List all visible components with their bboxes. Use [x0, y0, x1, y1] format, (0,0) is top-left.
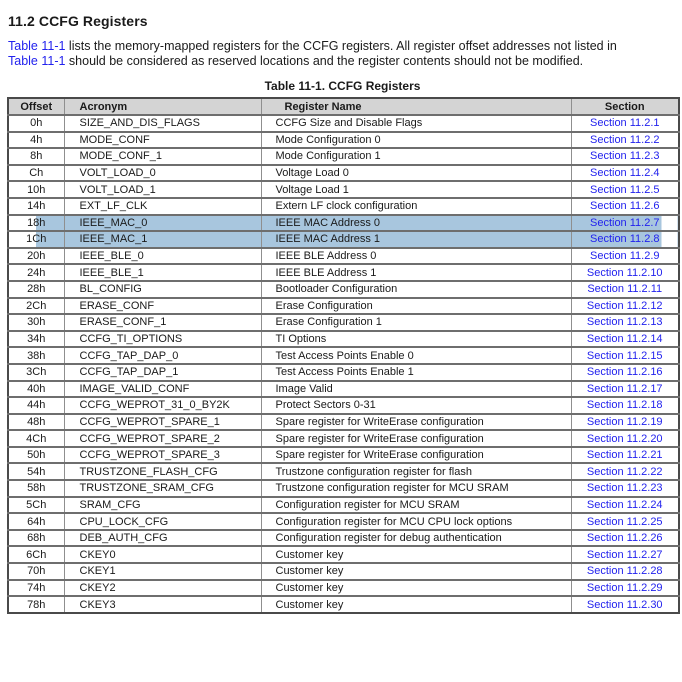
- section-cell: [571, 181, 679, 198]
- acronym-cell: VOLT_LOAD_0: [64, 165, 261, 182]
- section-link[interactable]: Section 11.2.4: [589, 167, 660, 180]
- acronym-cell: EXT_LF_CLK: [64, 198, 261, 215]
- register-name-cell: TI Options: [261, 331, 571, 348]
- register-name-cell: Extern LF clock configuration: [261, 198, 571, 215]
- offset-cell: 50h: [8, 447, 64, 464]
- section-cell: [571, 364, 679, 381]
- register-name-cell: Configuration register for debug authentication: [261, 530, 571, 547]
- offset-cell: 24h: [8, 264, 64, 281]
- table-row: [8, 298, 679, 315]
- intro-paragraph: [8, 39, 674, 69]
- acronym-cell: VOLT_LOAD_1: [64, 181, 261, 198]
- table-row: [8, 132, 679, 149]
- register-name-cell: IEEE MAC Address 0: [261, 215, 571, 232]
- register-name-cell: Trustzone configuration register for flash: [261, 463, 571, 480]
- offset-cell: 20h: [8, 248, 64, 265]
- register-name-cell: Erase Configuration 1: [261, 314, 571, 331]
- table-row: [8, 397, 679, 414]
- section-link[interactable]: Section 11.2.30: [586, 598, 663, 611]
- section-cell: [571, 347, 679, 364]
- register-name-cell: CCFG Size and Disable Flags: [261, 115, 571, 132]
- column-header-register-name: Register Name: [261, 98, 571, 115]
- offset-cell: 3Ch: [8, 364, 64, 381]
- table-header-row: [8, 98, 679, 115]
- offset-cell: 70h: [8, 563, 64, 580]
- offset-cell: 0h: [30, 117, 43, 130]
- offset-cell: 40h: [8, 381, 64, 398]
- offset-cell: 74h: [8, 580, 64, 597]
- column-header-offset: Offset: [8, 98, 64, 115]
- table-row: [8, 198, 679, 215]
- table-row: [8, 115, 679, 132]
- acronym-cell: MODE_CONF_1: [64, 148, 261, 165]
- offset-cell: 30h: [8, 314, 64, 331]
- intro-text-line1: lists the memory-mapped registers for the CCFG registers. All register offset addresses not listed in: [65, 39, 617, 53]
- section-link[interactable]: Section 11.2.11: [587, 283, 663, 296]
- table-row: [8, 181, 679, 198]
- section-link[interactable]: Section 11.2.23: [586, 482, 663, 495]
- section-cell: [571, 331, 679, 348]
- acronym-cell: CCFG_WEPROT_SPARE_3: [64, 447, 261, 464]
- acronym-cell: IEEE_MAC_0: [64, 215, 261, 232]
- section-link[interactable]: Section 11.2.10: [586, 266, 663, 279]
- register-name-cell: Spare register for WriteErase configuration: [261, 430, 571, 447]
- offset-cell: 10h: [8, 181, 64, 198]
- offset-cell: 58h: [8, 480, 64, 497]
- acronym-cell: CCFG_TI_OPTIONS: [64, 331, 261, 348]
- section-cell: [571, 115, 679, 132]
- register-name-cell: Voltage Load 1: [261, 181, 571, 198]
- table-row: [8, 530, 679, 547]
- acronym-cell: CCFG_WEPROT_SPARE_2: [64, 430, 261, 447]
- offset-cell: 44h: [8, 397, 64, 414]
- table-row: [8, 414, 679, 431]
- acronym-cell: SIZE_AND_DIS_FLAGS: [64, 115, 261, 132]
- section-cell: [571, 231, 679, 248]
- offset-cell: 18h: [8, 215, 64, 232]
- section-link[interactable]: Section 11.2.24: [586, 498, 663, 511]
- section-cell: [571, 447, 679, 464]
- offset-cell: 4h: [8, 132, 64, 149]
- register-name-cell: Customer key: [261, 546, 571, 563]
- register-name-cell: Mode Configuration 0: [261, 132, 571, 149]
- section-link[interactable]: Section 11.2.8: [589, 233, 660, 246]
- section-link[interactable]: Section 11.2.19: [586, 415, 663, 428]
- offset-cell: 8h: [8, 148, 64, 165]
- offset-cell: 4Ch: [8, 430, 64, 447]
- table-row: [8, 497, 679, 514]
- column-header-acronym: Acronym: [64, 98, 261, 115]
- acronym-cell: DEB_AUTH_CFG: [64, 530, 261, 547]
- section-cell: [571, 463, 679, 480]
- acronym-cell: CCFG_TAP_DAP_0: [64, 347, 261, 364]
- table-title: Table 11-1. CCFG Registers: [264, 79, 421, 93]
- intro-text-line2: should be considered as reserved locations and the register contents should not be modified.: [65, 54, 584, 68]
- table-row: [8, 546, 679, 563]
- section-link[interactable]: Section 11.2.13: [586, 316, 663, 329]
- offset-cell: 78h: [8, 596, 64, 613]
- section-link[interactable]: Section 11.2.9: [589, 250, 660, 263]
- register-table-body: [8, 115, 679, 613]
- section-cell: [571, 264, 679, 281]
- section-cell: [571, 148, 679, 165]
- register-name-cell: Voltage Load 0: [261, 165, 571, 182]
- section-cell: [571, 530, 679, 547]
- table-row: [8, 447, 679, 464]
- section-cell: [571, 480, 679, 497]
- register-name-cell: Image Valid: [261, 381, 571, 398]
- section-link[interactable]: Section 11.2.27: [586, 548, 663, 561]
- section-cell: [571, 497, 679, 514]
- section-link[interactable]: Section 11.2.28: [586, 565, 663, 578]
- section-cell: [571, 513, 679, 530]
- acronym-cell: BL_CONFIG: [64, 281, 261, 298]
- register-name-cell: Trustzone configuration register for MCU SRAM: [261, 480, 571, 497]
- table-row: [8, 231, 679, 248]
- section-link[interactable]: Section 11.2.20: [586, 432, 663, 445]
- section-link[interactable]: Section 11.2.7: [589, 216, 660, 229]
- offset-cell: Ch: [8, 165, 64, 182]
- register-name-cell: Protect Sectors 0-31: [261, 397, 571, 414]
- register-name-cell: Configuration register for MCU CPU lock options: [261, 513, 571, 530]
- section-cell: [571, 165, 679, 182]
- section-link[interactable]: Section 11.2.6: [589, 200, 660, 213]
- acronym-cell: CCFG_WEPROT_31_0_BY2K: [64, 397, 261, 414]
- acronym-cell: IEEE_MAC_1: [64, 231, 261, 248]
- offset-cell: 1Ch: [8, 231, 64, 248]
- section-link[interactable]: Section 11.2.21: [586, 449, 663, 462]
- offset-cell: 38h: [8, 347, 64, 364]
- acronym-cell: CCFG_WEPROT_SPARE_1: [64, 414, 261, 431]
- table-row: [8, 580, 679, 597]
- table-row: [8, 596, 679, 613]
- register-name-cell: Customer key: [261, 580, 571, 597]
- section-link[interactable]: Section 11.2.2: [589, 133, 660, 146]
- offset-cell: 64h: [8, 513, 64, 530]
- section-cell: [571, 281, 679, 298]
- section-link[interactable]: Section 11.2.17: [586, 382, 663, 395]
- offset-cell: 5Ch: [8, 497, 64, 514]
- acronym-cell: ERASE_CONF: [64, 298, 261, 315]
- register-name-cell: Spare register for WriteErase configuration: [261, 414, 571, 431]
- offset-cell: 28h: [8, 281, 64, 298]
- acronym-cell: CKEY2: [64, 580, 261, 597]
- table-row: [8, 563, 679, 580]
- section-cell: [571, 397, 679, 414]
- offset-cell: 54h: [8, 463, 64, 480]
- register-name-cell: Erase Configuration: [261, 298, 571, 315]
- section-cell: [571, 248, 679, 265]
- register-name-cell: IEEE BLE Address 0: [261, 248, 571, 265]
- acronym-cell: IMAGE_VALID_CONF: [64, 381, 261, 398]
- register-name-cell: Test Access Points Enable 0: [261, 347, 571, 364]
- table-ref-link-2[interactable]: Table 11-1: [8, 54, 66, 68]
- section-cell: [571, 430, 679, 447]
- acronym-cell: TRUSTZONE_SRAM_CFG: [64, 480, 261, 497]
- table-row: [8, 165, 679, 182]
- register-name-cell: Customer key: [261, 563, 571, 580]
- acronym-cell: CKEY1: [64, 563, 261, 580]
- register-name-cell: Customer key: [261, 596, 571, 613]
- section-cell: [571, 132, 679, 149]
- acronym-cell: MODE_CONF: [64, 132, 261, 149]
- acronym-cell: CCFG_TAP_DAP_1: [64, 364, 261, 381]
- offset-cell: 68h: [8, 530, 64, 547]
- table-row: [8, 148, 679, 165]
- offset-cell: 34h: [8, 331, 64, 348]
- table-row: [8, 364, 679, 381]
- ccfg-register-table: [7, 97, 680, 614]
- section-cell: [571, 298, 679, 315]
- section-cell: [571, 596, 679, 613]
- section-link[interactable]: Section 11.2.1: [589, 117, 660, 130]
- table-row: [8, 248, 679, 265]
- acronym-cell: CPU_LOCK_CFG: [64, 513, 261, 530]
- acronym-cell: SRAM_CFG: [64, 497, 261, 514]
- section-link[interactable]: Section 11.2.25: [586, 515, 663, 528]
- section-cell: [571, 381, 679, 398]
- section-link[interactable]: Section 11.2.14: [586, 333, 663, 346]
- section-link[interactable]: Section 11.2.12: [586, 299, 663, 312]
- column-header-section: Section: [571, 98, 679, 115]
- table-row: [8, 264, 679, 281]
- acronym-cell: IEEE_BLE_0: [64, 248, 261, 265]
- table-row: [8, 513, 679, 530]
- section-link[interactable]: Section 11.2.3: [589, 150, 660, 163]
- section-link[interactable]: Section 11.2.26: [586, 532, 663, 545]
- register-name-cell: Mode Configuration 1: [261, 148, 571, 165]
- section-cell: [571, 546, 679, 563]
- offset-cell: 14h: [8, 198, 64, 215]
- section-cell: [571, 198, 679, 215]
- section-link[interactable]: Section 11.2.29: [586, 581, 663, 594]
- register-name-cell: Test Access Points Enable 1: [261, 364, 571, 381]
- offset-cell: 2Ch: [8, 298, 64, 315]
- section-cell: [571, 580, 679, 597]
- table-row: [8, 215, 679, 232]
- section-link[interactable]: Section 11.2.5: [589, 183, 660, 196]
- table-row: [8, 347, 679, 364]
- offset-cell: 48h: [8, 414, 64, 431]
- table-row: [8, 381, 679, 398]
- offset-cell: 6Ch: [8, 546, 64, 563]
- table-row: [8, 480, 679, 497]
- acronym-cell: TRUSTZONE_FLASH_CFG: [64, 463, 261, 480]
- section-cell: [571, 563, 679, 580]
- section-cell: [571, 314, 679, 331]
- acronym-cell: ERASE_CONF_1: [64, 314, 261, 331]
- acronym-cell: IEEE_BLE_1: [64, 264, 261, 281]
- register-name-cell: Configuration register for MCU SRAM: [261, 497, 571, 514]
- acronym-cell: CKEY3: [64, 596, 261, 613]
- section-heading: 11.2 CCFG Registers: [8, 13, 148, 29]
- table-row: [8, 281, 679, 298]
- register-name-cell: IEEE MAC Address 1: [261, 231, 571, 248]
- section-cell: [571, 215, 679, 232]
- table-row: [8, 463, 679, 480]
- register-name-cell: Bootloader Configuration: [261, 281, 571, 298]
- table-row: [8, 430, 679, 447]
- table-row: [8, 314, 679, 331]
- section-link[interactable]: Section 11.2.18: [586, 399, 663, 412]
- table-ref-link-1[interactable]: Table 11-1: [8, 39, 66, 53]
- table-row: [8, 331, 679, 348]
- register-name-cell: IEEE BLE Address 1: [261, 264, 571, 281]
- section-link[interactable]: Section 11.2.16: [586, 366, 663, 379]
- section-cell: [571, 414, 679, 431]
- section-link[interactable]: Section 11.2.15: [586, 349, 663, 362]
- register-name-cell: Spare register for WriteErase configuration: [261, 447, 571, 464]
- section-link[interactable]: Section 11.2.22: [586, 465, 663, 478]
- acronym-cell: CKEY0: [64, 546, 261, 563]
